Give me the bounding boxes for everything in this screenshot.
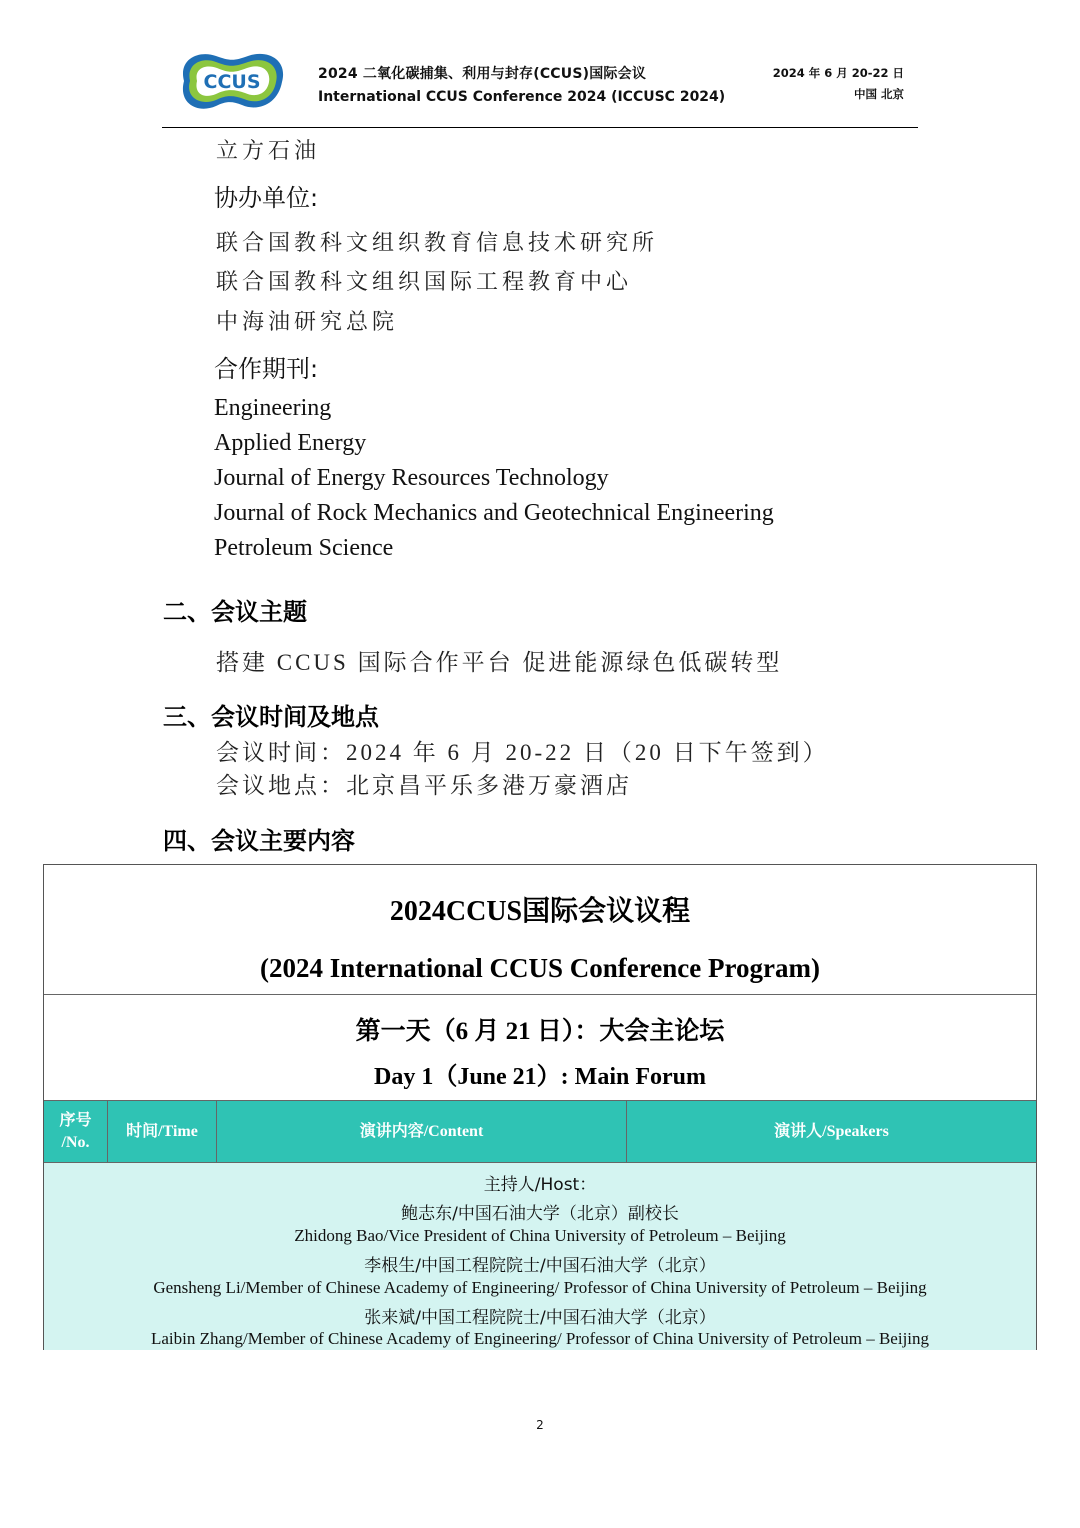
- journal-item: Petroleum Science: [214, 535, 394, 561]
- program-table: [43, 864, 1037, 1350]
- journal-item: Engineering: [214, 395, 332, 421]
- column-header-no: 序号 /No.: [44, 1101, 108, 1162]
- host-line: 鲍志东/中国石油大学（北京）副校长: [401, 1204, 679, 1224]
- host-line: Laibin Zhang/Member of Chinese Academy of Engineering/ Professor of China University of Petroleum – Beijing: [150, 1329, 930, 1348]
- section3-heading: 三、会议时间及地点: [163, 703, 379, 731]
- journal-item: Journal of Energy Resources Technology: [214, 465, 609, 491]
- header-title-en: International CCUS Conference 2024 (ICCUSC 2024): [318, 89, 726, 105]
- program-title-cn: 2024CCUS国际会议议程: [389, 896, 691, 927]
- column-header-speakers: 演讲人/Speakers: [774, 1122, 889, 1140]
- ccus-logo: [170, 44, 292, 118]
- logo-text: CCUS: [203, 71, 261, 93]
- journal-item: Journal of Rock Mechanics and Geotechnical Engineering: [214, 500, 774, 526]
- section4-heading: 四、会议主要内容: [163, 827, 355, 855]
- program-title-en: (2024 International CCUS Conference Program): [260, 953, 820, 983]
- page-number: 2: [536, 1418, 544, 1432]
- host-label: 主持人/Host：: [483, 1175, 597, 1195]
- host-line: 张来斌/中国工程院院士/中国石油大学（北京）: [364, 1308, 716, 1328]
- table-divider: [44, 994, 1036, 995]
- co-organizers-heading: 协办单位:: [214, 184, 319, 212]
- journal-item: Applied Energy: [214, 430, 367, 456]
- journals-heading: 合作期刊:: [214, 355, 319, 383]
- header-title-cn: 2024 二氧化碳捕集、利用与封存(CCUS)国际会议: [318, 66, 647, 82]
- host-line: Gensheng Li/Member of Chinese Academy of Engineering/ Professor of China University of Petroleum – Beijing: [153, 1278, 927, 1297]
- co-organizer-item: 联合国教科文组织教育信息技术研究所: [216, 231, 659, 256]
- day1-title-en: Day 1（June 21）: Main Forum: [374, 1064, 706, 1090]
- host-row: [44, 1163, 1036, 1350]
- host-line: Zhidong Bao/Vice President of China University of Petroleum – Beijing: [294, 1226, 786, 1245]
- column-header-content: 演讲内容/Content: [217, 1101, 627, 1162]
- header-divider: [162, 127, 918, 128]
- header-date: 2024 年 6 月 20-22 日: [772, 66, 904, 80]
- conference-theme: 搭建 CCUS 国际合作平台 促进能源绿色低碳转型: [216, 650, 783, 675]
- organizer-continued: 立方石油: [216, 139, 321, 164]
- column-header-time: 时间/Time: [108, 1101, 217, 1162]
- section2-heading: 二、会议主题: [163, 598, 307, 626]
- co-organizer-item: 联合国教科文组织国际工程教育中心: [216, 270, 633, 295]
- co-organizer-item: 中海油研究总院: [216, 310, 399, 335]
- header-place: 中国 北京: [853, 87, 904, 101]
- conference-venue: 会议地点：北京昌平乐多港万豪酒店: [216, 773, 632, 798]
- conference-time: 会议时间：2024 年 6 月 20-22 日（20 日下午签到）: [216, 740, 829, 765]
- host-line: 李根生/中国工程院院士/中国石油大学（北京）: [364, 1256, 716, 1276]
- day1-title-cn: 第一天（6 月 21 日）：大会主论坛: [355, 1018, 725, 1045]
- table-header-row: [44, 1100, 1036, 1163]
